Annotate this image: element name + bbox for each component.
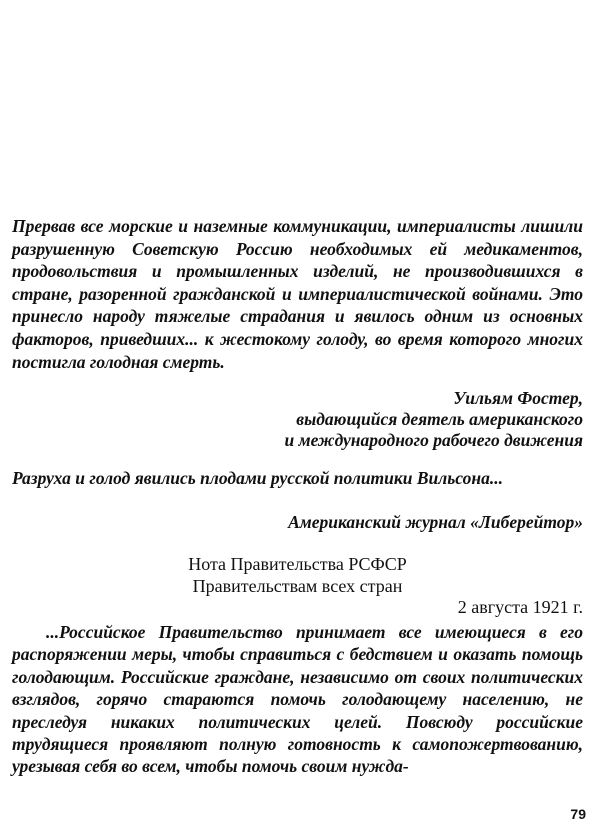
epigraph-1-author: Уильям Фостер, [453, 388, 583, 408]
epigraph-1-text: Прервав все морские и наземные коммуникации, империалисты лишили разрушенную Советскую Россию необходимых ей медикаментов, продовольствия и промышленных изделий, не производившихся в стране, разоренной гражданской и империалистической войнами. Это принесло народу тяжелые страдания и явилось одним из основных факторов, приведших... к жестокому голоду, во время которого многих постигла голодная смерть. [12, 216, 583, 372]
epigraph-2-attribution [12, 512, 583, 533]
epigraph-2-text: Разруха и голод явились плодами русской политики Вильсона... [12, 468, 503, 488]
epigraph-1-author-desc-1: выдающийся деятель американского [296, 409, 583, 429]
epigraph-1-author-desc-2: и международного рабочего движения [284, 430, 583, 450]
epigraph-1-attribution [12, 388, 583, 451]
epigraph-1 [12, 215, 583, 373]
section-heading [12, 553, 583, 597]
epigraph-2 [12, 467, 583, 490]
page-number: 79 [570, 806, 586, 822]
heading-line-2: Правительствам всех стран [192, 576, 403, 596]
document-date: 2 августа 1921 г. [457, 597, 583, 617]
heading-line-1: Нота Правительства РСФСР [188, 554, 407, 574]
body-paragraph: ...Российское Правительство принимает все имеющиеся в его распоряжении меры, чтобы справиться с бедствием и оказать помощь голодающим. Российские граждане, независимо от своих политических взглядов, горячо стараются помочь голодающему населению, не преследуя никаких политических целей. Повсюду российские трудящиеся проявляют полную готовность к самопожертвованию, урезывая себя во всем, чтобы помочь своим нужда- [12, 622, 583, 777]
body-text [12, 621, 583, 778]
epigraph-2-source: Американский журнал «Либерейтор» [288, 512, 583, 532]
